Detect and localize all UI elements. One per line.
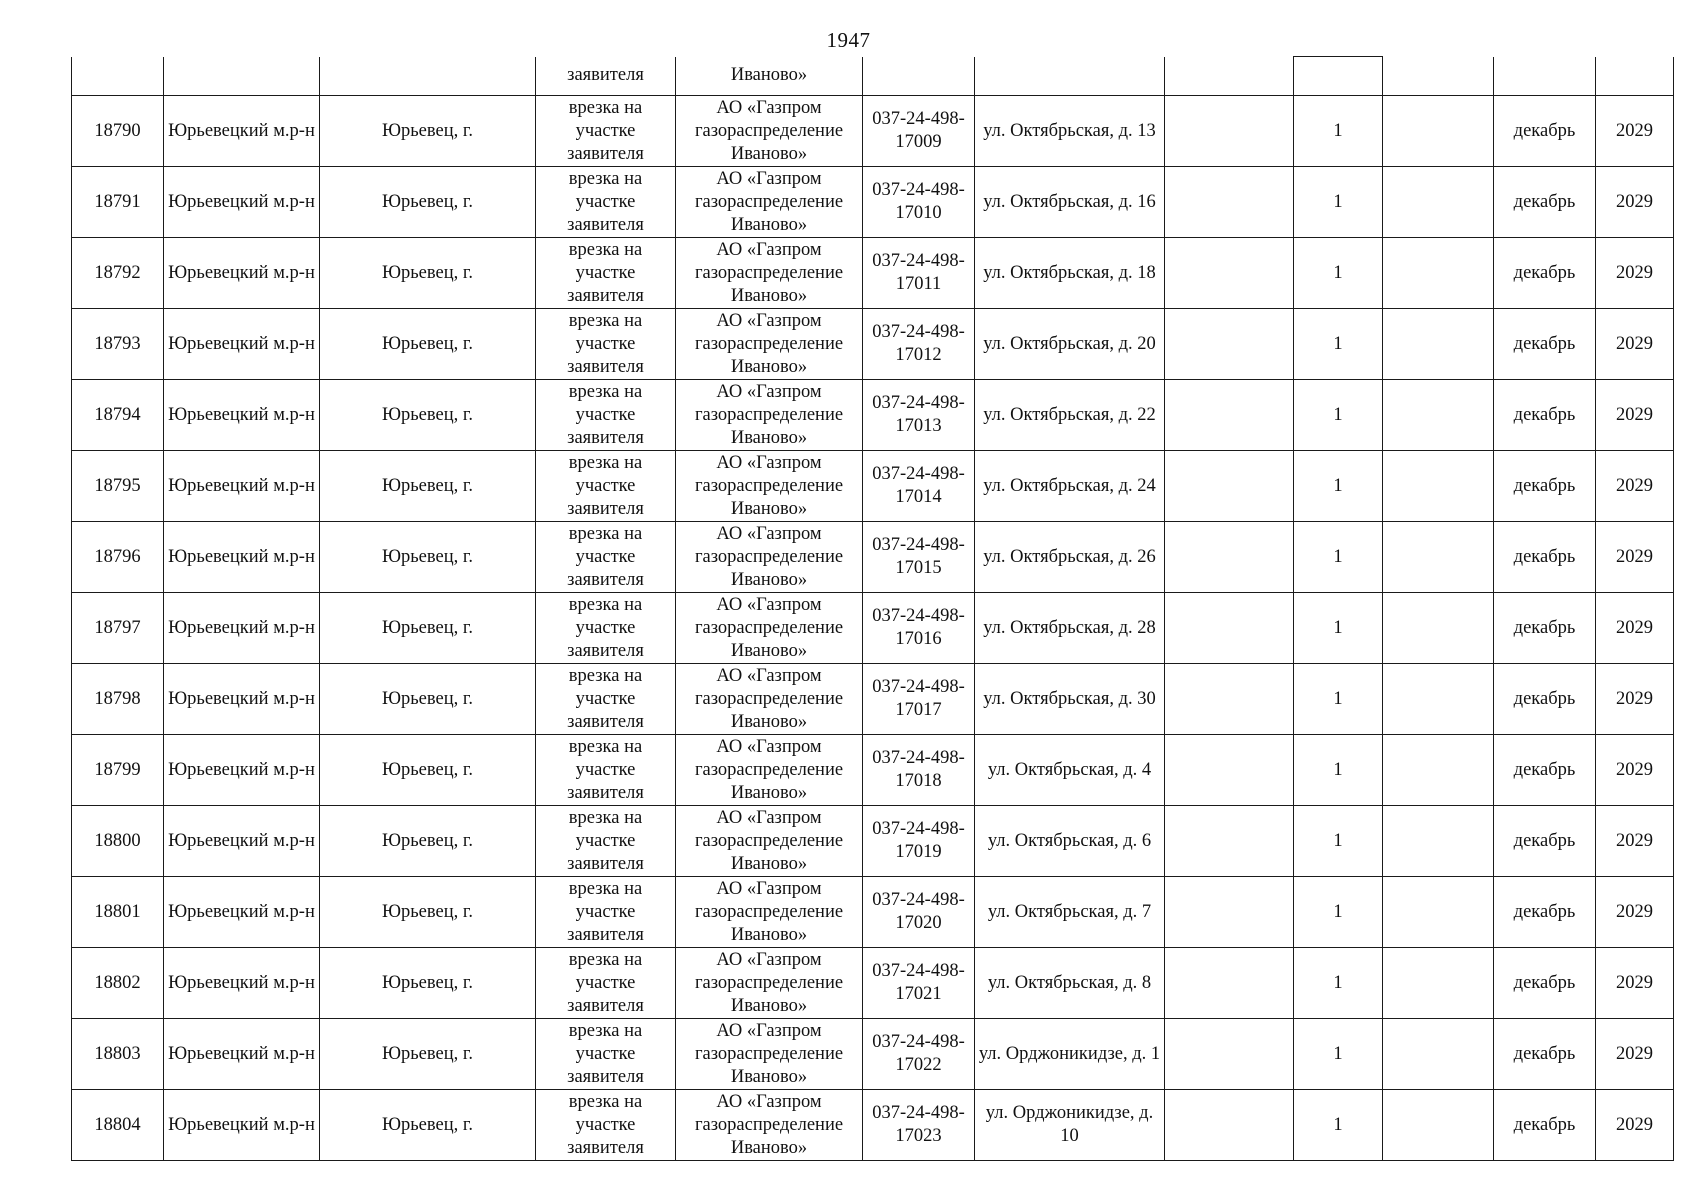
cell-org: АО «Газпром газораспределение Иваново» <box>676 167 863 238</box>
cell-extra <box>1165 593 1294 664</box>
cell-address: ул. Октябрьская, д. 7 <box>975 877 1165 948</box>
cell-code: 037-24-498-17021 <box>863 948 975 1019</box>
cell-extra <box>1165 96 1294 167</box>
cell-year: 2029 <box>1596 96 1674 167</box>
table-row <box>72 806 1674 877</box>
cell-blank <box>1383 96 1494 167</box>
table-row <box>72 167 1674 238</box>
cell-address: ул. Орджоникидзе, д. 1 <box>975 1019 1165 1090</box>
cell-num: 18793 <box>72 309 164 380</box>
cell-city: Юрьевец, г. <box>320 96 536 167</box>
cell-work: врезка на участке заявителя <box>536 167 676 238</box>
cell-city: Юрьевец, г. <box>320 238 536 309</box>
cell-work: врезка на участке заявителя <box>536 735 676 806</box>
cell-blank <box>1383 522 1494 593</box>
cell-extra <box>1165 948 1294 1019</box>
cell-blank <box>1383 309 1494 380</box>
table-row <box>72 593 1674 664</box>
cell-district: Юрьевецкий м.р-н <box>164 309 320 380</box>
cell-city: Юрьевец, г. <box>320 1090 536 1161</box>
table-row <box>72 1090 1674 1161</box>
cell-city: Юрьевец, г. <box>320 309 536 380</box>
cell-work: врезка на участке заявителя <box>536 1019 676 1090</box>
cell-code: 037-24-498-17017 <box>863 664 975 735</box>
cell-address: ул. Октябрьская, д. 30 <box>975 664 1165 735</box>
cell-org: Иваново» <box>676 57 863 96</box>
cell-city: Юрьевец, г. <box>320 522 536 593</box>
cell-qty: 1 <box>1294 948 1383 1019</box>
cell-num: 18803 <box>72 1019 164 1090</box>
cell-org: АО «Газпром газораспределение Иваново» <box>676 664 863 735</box>
cell-year: 2029 <box>1596 593 1674 664</box>
cell-extra <box>1165 877 1294 948</box>
cell-num: 18792 <box>72 238 164 309</box>
cell-district: Юрьевецкий м.р-н <box>164 735 320 806</box>
cell-code: 037-24-498-17016 <box>863 593 975 664</box>
cell-org: АО «Газпром газораспределение Иваново» <box>676 1090 863 1161</box>
cell-address: ул. Октябрьская, д. 13 <box>975 96 1165 167</box>
cell-address: ул. Октябрьская, д. 20 <box>975 309 1165 380</box>
cell-code: 037-24-498-17010 <box>863 167 975 238</box>
table-row <box>72 522 1674 593</box>
cell-month <box>1494 57 1596 96</box>
cell-work: врезка на участке заявителя <box>536 664 676 735</box>
cell-month: декабрь <box>1494 948 1596 1019</box>
cell-district: Юрьевецкий м.р-н <box>164 238 320 309</box>
table-row <box>72 380 1674 451</box>
cell-city: Юрьевец, г. <box>320 948 536 1019</box>
cell-code: 037-24-498-17020 <box>863 877 975 948</box>
cell-num: 18800 <box>72 806 164 877</box>
cell-city: Юрьевец, г. <box>320 167 536 238</box>
cell-extra <box>1165 806 1294 877</box>
cell-work: заявителя <box>536 57 676 96</box>
cell-district: Юрьевецкий м.р-н <box>164 380 320 451</box>
cell-qty: 1 <box>1294 1090 1383 1161</box>
cell-year: 2029 <box>1596 238 1674 309</box>
cell-address: ул. Октябрьская, д. 28 <box>975 593 1165 664</box>
table-row <box>72 735 1674 806</box>
cell-year: 2029 <box>1596 1019 1674 1090</box>
cell-address <box>975 57 1165 96</box>
cell-extra <box>1165 1019 1294 1090</box>
cell-extra <box>1165 451 1294 522</box>
cell-qty: 1 <box>1294 806 1383 877</box>
cell-qty: 1 <box>1294 167 1383 238</box>
cell-qty: 1 <box>1294 522 1383 593</box>
cell-district: Юрьевецкий м.р-н <box>164 451 320 522</box>
cell-month: декабрь <box>1494 1019 1596 1090</box>
cell-org: АО «Газпром газораспределение Иваново» <box>676 96 863 167</box>
cell-city: Юрьевец, г. <box>320 806 536 877</box>
cell-code: 037-24-498-17023 <box>863 1090 975 1161</box>
continuation-row <box>72 57 1674 96</box>
cell-code: 037-24-498-17022 <box>863 1019 975 1090</box>
cell-num: 18797 <box>72 593 164 664</box>
cell-org: АО «Газпром газораспределение Иваново» <box>676 380 863 451</box>
cell-work: врезка на участке заявителя <box>536 877 676 948</box>
cell-org: АО «Газпром газораспределение Иваново» <box>676 593 863 664</box>
cell-district: Юрьевецкий м.р-н <box>164 522 320 593</box>
cell-city: Юрьевец, г. <box>320 593 536 664</box>
cell-extra <box>1165 522 1294 593</box>
cell-blank <box>1383 1090 1494 1161</box>
cell-year: 2029 <box>1596 877 1674 948</box>
cell-city: Юрьевец, г. <box>320 380 536 451</box>
table-row <box>72 664 1674 735</box>
cell-city: Юрьевец, г. <box>320 451 536 522</box>
cell-city: Юрьевец, г. <box>320 1019 536 1090</box>
cell-num: 18801 <box>72 877 164 948</box>
cell-num: 18795 <box>72 451 164 522</box>
cell-blank <box>1383 948 1494 1019</box>
cell-address: ул. Орджоникидзе, д. 10 <box>975 1090 1165 1161</box>
cell-work: врезка на участке заявителя <box>536 522 676 593</box>
cell-num: 18796 <box>72 522 164 593</box>
cell-code: 037-24-498-17014 <box>863 451 975 522</box>
cell-year: 2029 <box>1596 735 1674 806</box>
cell-work: врезка на участке заявителя <box>536 380 676 451</box>
cell-year: 2029 <box>1596 948 1674 1019</box>
cell-month: декабрь <box>1494 522 1596 593</box>
cell-extra <box>1165 167 1294 238</box>
cell-year: 2029 <box>1596 167 1674 238</box>
cell-month: декабрь <box>1494 451 1596 522</box>
table-row <box>72 96 1674 167</box>
page-number: 1947 <box>826 28 871 52</box>
cell-qty: 1 <box>1294 238 1383 309</box>
cell-code: 037-24-498-17011 <box>863 238 975 309</box>
cell-year <box>1596 57 1674 96</box>
cell-extra <box>1165 380 1294 451</box>
cell-month: декабрь <box>1494 593 1596 664</box>
cell-org: АО «Газпром газораспределение Иваново» <box>676 238 863 309</box>
cell-year: 2029 <box>1596 380 1674 451</box>
cell-district: Юрьевецкий м.р-н <box>164 664 320 735</box>
cell-num: 18790 <box>72 96 164 167</box>
table-row <box>72 877 1674 948</box>
cell-work: врезка на участке заявителя <box>536 1090 676 1161</box>
cell-qty <box>1294 57 1383 96</box>
cell-district <box>164 57 320 96</box>
cell-extra <box>1165 1090 1294 1161</box>
cell-month: декабрь <box>1494 806 1596 877</box>
cell-district: Юрьевецкий м.р-н <box>164 167 320 238</box>
cell-month: декабрь <box>1494 167 1596 238</box>
cell-address: ул. Октябрьская, д. 24 <box>975 451 1165 522</box>
cell-blank <box>1383 1019 1494 1090</box>
cell-extra <box>1165 309 1294 380</box>
cell-qty: 1 <box>1294 664 1383 735</box>
cell-address: ул. Октябрьская, д. 4 <box>975 735 1165 806</box>
cell-month: декабрь <box>1494 735 1596 806</box>
cell-address: ул. Октябрьская, д. 8 <box>975 948 1165 1019</box>
cell-blank <box>1383 664 1494 735</box>
cell-year: 2029 <box>1596 309 1674 380</box>
cell-blank <box>1383 167 1494 238</box>
cell-org: АО «Газпром газораспределение Иваново» <box>676 309 863 380</box>
cell-num: 18799 <box>72 735 164 806</box>
cell-blank <box>1383 735 1494 806</box>
cell-extra <box>1165 57 1294 96</box>
cell-city <box>320 57 536 96</box>
cell-district: Юрьевецкий м.р-н <box>164 1019 320 1090</box>
cell-qty: 1 <box>1294 593 1383 664</box>
table-row <box>72 238 1674 309</box>
cell-month: декабрь <box>1494 664 1596 735</box>
cell-address: ул. Октябрьская, д. 18 <box>975 238 1165 309</box>
cell-work: врезка на участке заявителя <box>536 238 676 309</box>
cell-work: врезка на участке заявителя <box>536 96 676 167</box>
cell-qty: 1 <box>1294 1019 1383 1090</box>
cell-blank <box>1383 877 1494 948</box>
cell-year: 2029 <box>1596 664 1674 735</box>
cell-year: 2029 <box>1596 451 1674 522</box>
cell-extra <box>1165 664 1294 735</box>
cell-blank <box>1383 57 1494 96</box>
cell-month: декабрь <box>1494 877 1596 948</box>
table-row <box>72 948 1674 1019</box>
cell-city: Юрьевец, г. <box>320 735 536 806</box>
cell-code <box>863 57 975 96</box>
cell-code: 037-24-498-17015 <box>863 522 975 593</box>
cell-district: Юрьевецкий м.р-н <box>164 593 320 664</box>
cell-work: врезка на участке заявителя <box>536 948 676 1019</box>
cell-blank <box>1383 238 1494 309</box>
cell-code: 037-24-498-17013 <box>863 380 975 451</box>
cell-month: декабрь <box>1494 309 1596 380</box>
cell-code: 037-24-498-17018 <box>863 735 975 806</box>
cell-org: АО «Газпром газораспределение Иваново» <box>676 451 863 522</box>
cell-district: Юрьевецкий м.р-н <box>164 877 320 948</box>
cell-address: ул. Октябрьская, д. 6 <box>975 806 1165 877</box>
cell-month: декабрь <box>1494 1090 1596 1161</box>
cell-blank <box>1383 380 1494 451</box>
cell-district: Юрьевецкий м.р-н <box>164 806 320 877</box>
cell-blank <box>1383 593 1494 664</box>
cell-city: Юрьевец, г. <box>320 877 536 948</box>
cell-year: 2029 <box>1596 1090 1674 1161</box>
cell-work: врезка на участке заявителя <box>536 806 676 877</box>
table-row <box>72 451 1674 522</box>
cell-qty: 1 <box>1294 735 1383 806</box>
cell-num <box>72 57 164 96</box>
cell-year: 2029 <box>1596 522 1674 593</box>
cell-address: ул. Октябрьская, д. 16 <box>975 167 1165 238</box>
cell-org: АО «Газпром газораспределение Иваново» <box>676 1019 863 1090</box>
cell-num: 18804 <box>72 1090 164 1161</box>
cell-org: АО «Газпром газораспределение Иваново» <box>676 877 863 948</box>
cell-num: 18791 <box>72 167 164 238</box>
table-row <box>72 309 1674 380</box>
cell-code: 037-24-498-17019 <box>863 806 975 877</box>
cell-qty: 1 <box>1294 877 1383 948</box>
cell-qty: 1 <box>1294 380 1383 451</box>
table-row <box>72 1019 1674 1090</box>
cell-qty: 1 <box>1294 451 1383 522</box>
cell-code: 037-24-498-17009 <box>863 96 975 167</box>
cell-blank <box>1383 451 1494 522</box>
cell-blank <box>1383 806 1494 877</box>
cell-extra <box>1165 238 1294 309</box>
cell-num: 18798 <box>72 664 164 735</box>
cell-work: врезка на участке заявителя <box>536 451 676 522</box>
gasification-schedule-table <box>71 56 1674 1161</box>
cell-month: декабрь <box>1494 380 1596 451</box>
cell-code: 037-24-498-17012 <box>863 309 975 380</box>
cell-org: АО «Газпром газораспределение Иваново» <box>676 735 863 806</box>
cell-qty: 1 <box>1294 96 1383 167</box>
cell-address: ул. Октябрьская, д. 22 <box>975 380 1165 451</box>
cell-org: АО «Газпром газораспределение Иваново» <box>676 522 863 593</box>
cell-city: Юрьевец, г. <box>320 664 536 735</box>
cell-work: врезка на участке заявителя <box>536 309 676 380</box>
cell-month: декабрь <box>1494 238 1596 309</box>
cell-district: Юрьевецкий м.р-н <box>164 96 320 167</box>
cell-org: АО «Газпром газораспределение Иваново» <box>676 806 863 877</box>
cell-qty: 1 <box>1294 309 1383 380</box>
cell-org: АО «Газпром газораспределение Иваново» <box>676 948 863 1019</box>
cell-address: ул. Октябрьская, д. 26 <box>975 522 1165 593</box>
cell-num: 18802 <box>72 948 164 1019</box>
cell-district: Юрьевецкий м.р-н <box>164 1090 320 1161</box>
cell-district: Юрьевецкий м.р-н <box>164 948 320 1019</box>
cell-num: 18794 <box>72 380 164 451</box>
cell-month: декабрь <box>1494 96 1596 167</box>
cell-extra <box>1165 735 1294 806</box>
cell-year: 2029 <box>1596 806 1674 877</box>
cell-work: врезка на участке заявителя <box>536 593 676 664</box>
